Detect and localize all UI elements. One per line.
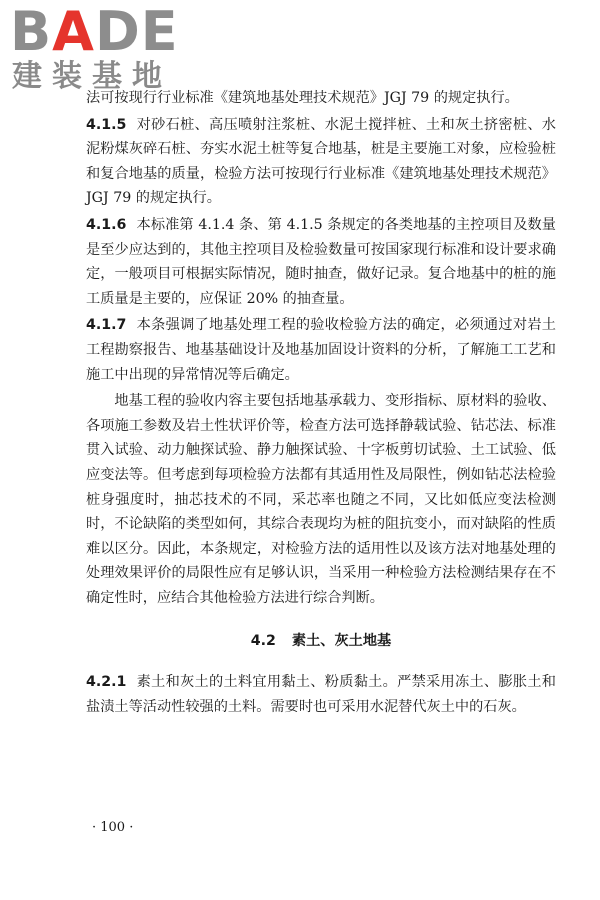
clause-number: 4.1.6 (86, 216, 127, 233)
clause-text: 素土和灰土的土料宜用黏土、粉质黏土。严禁采用冻土、膨胀土和盐渍土等活动性较强的土料。需要时也可采用水泥替代灰土中的石灰。 (86, 674, 556, 716)
clause-number: 4.2.1 (86, 674, 127, 691)
page-number: · 100 · (92, 820, 134, 835)
paragraph-continuation (86, 86, 556, 111)
clause-number: 4.1.5 (86, 116, 127, 133)
brand-letters-de: DE (94, 0, 179, 63)
clause-4-1-7 (86, 313, 556, 387)
paragraph-explanation (86, 389, 556, 610)
clause-text: 本条强调了地基处理工程的验收检验方法的确定，必须通过对岩土工程勘察报告、地基基础设计及地基加固设计资料的分析，了解施工工艺和施工中出现的异常情况等后确定。 (86, 317, 556, 383)
clause-4-1-6 (86, 213, 556, 311)
section-title: 素土、灰土地基 (291, 633, 392, 650)
clause-number: 4.1.7 (86, 317, 127, 334)
clause-4-2-1 (86, 670, 556, 719)
clause-text: 本标准第 4.1.4 条、第 4.1.5 条规定的各类地基的主控项目及数量是至少应达到的，其他主控项目及检验数量可按国家现行标准和设计要求确定，一般项目可根据实际情况，随时抽查，做好记录。复合地基中的桩的施工质量是主要的，应保证 20% 的抽查量。 (86, 216, 556, 307)
section-heading (86, 630, 556, 650)
section-number: 4.2 (250, 633, 276, 650)
watermark-brand (10, 2, 179, 62)
watermark-logo (6, 0, 179, 94)
brand-letter-a: A (52, 0, 95, 63)
paragraph-text: 法可按现行行业标准《建筑地基处理技术规范》JGJ 79 的规定执行。 (86, 90, 519, 106)
document-body (86, 86, 556, 722)
watermark-chinese: 建装基地 (12, 59, 172, 94)
clause-text: 对砂石桩、高压喷射注浆桩、水泥土搅拌桩、土和灰土挤密桩、水泥粉煤灰碎石桩、夯实水泥土桩等复合地基，桩是主要施工对象，应检验桩和复合地基的质量，检验方法可按现行行业标准《建筑地基处理技术规范》JGJ 79 的规定执行。 (86, 116, 556, 207)
brand-letter-b: B (10, 0, 53, 63)
paragraph-text: 地基工程的验收内容主要包括地基承载力、变形指标、原材料的验收、各项施工参数及岩土性状评价等，检查方法可选择静载试验、钻芯法、标准贯入试验、动力触探试验、静力触探试验、十字板剪切试验、土工试验、低应变法等。但考虑到每项检验方法都有其适用性及局限性，例如钻芯法检验桩身强度时，抽芯技术的不同，采芯率也随之不同，又比如低应变法检测时，不论缺陷的类型如何，其综合表现均为桩的阻抗变小，而对缺陷的性质难以区分。因此，本条规定，对检验方法的适用性以及该方法对地基处理的处理效果评价的局限性应有足够认识，当采用一种检验方法检测结果存在不确定性时，应结合其他检验方法进行综合判断。 (86, 393, 556, 606)
clause-4-1-5 (86, 113, 556, 211)
